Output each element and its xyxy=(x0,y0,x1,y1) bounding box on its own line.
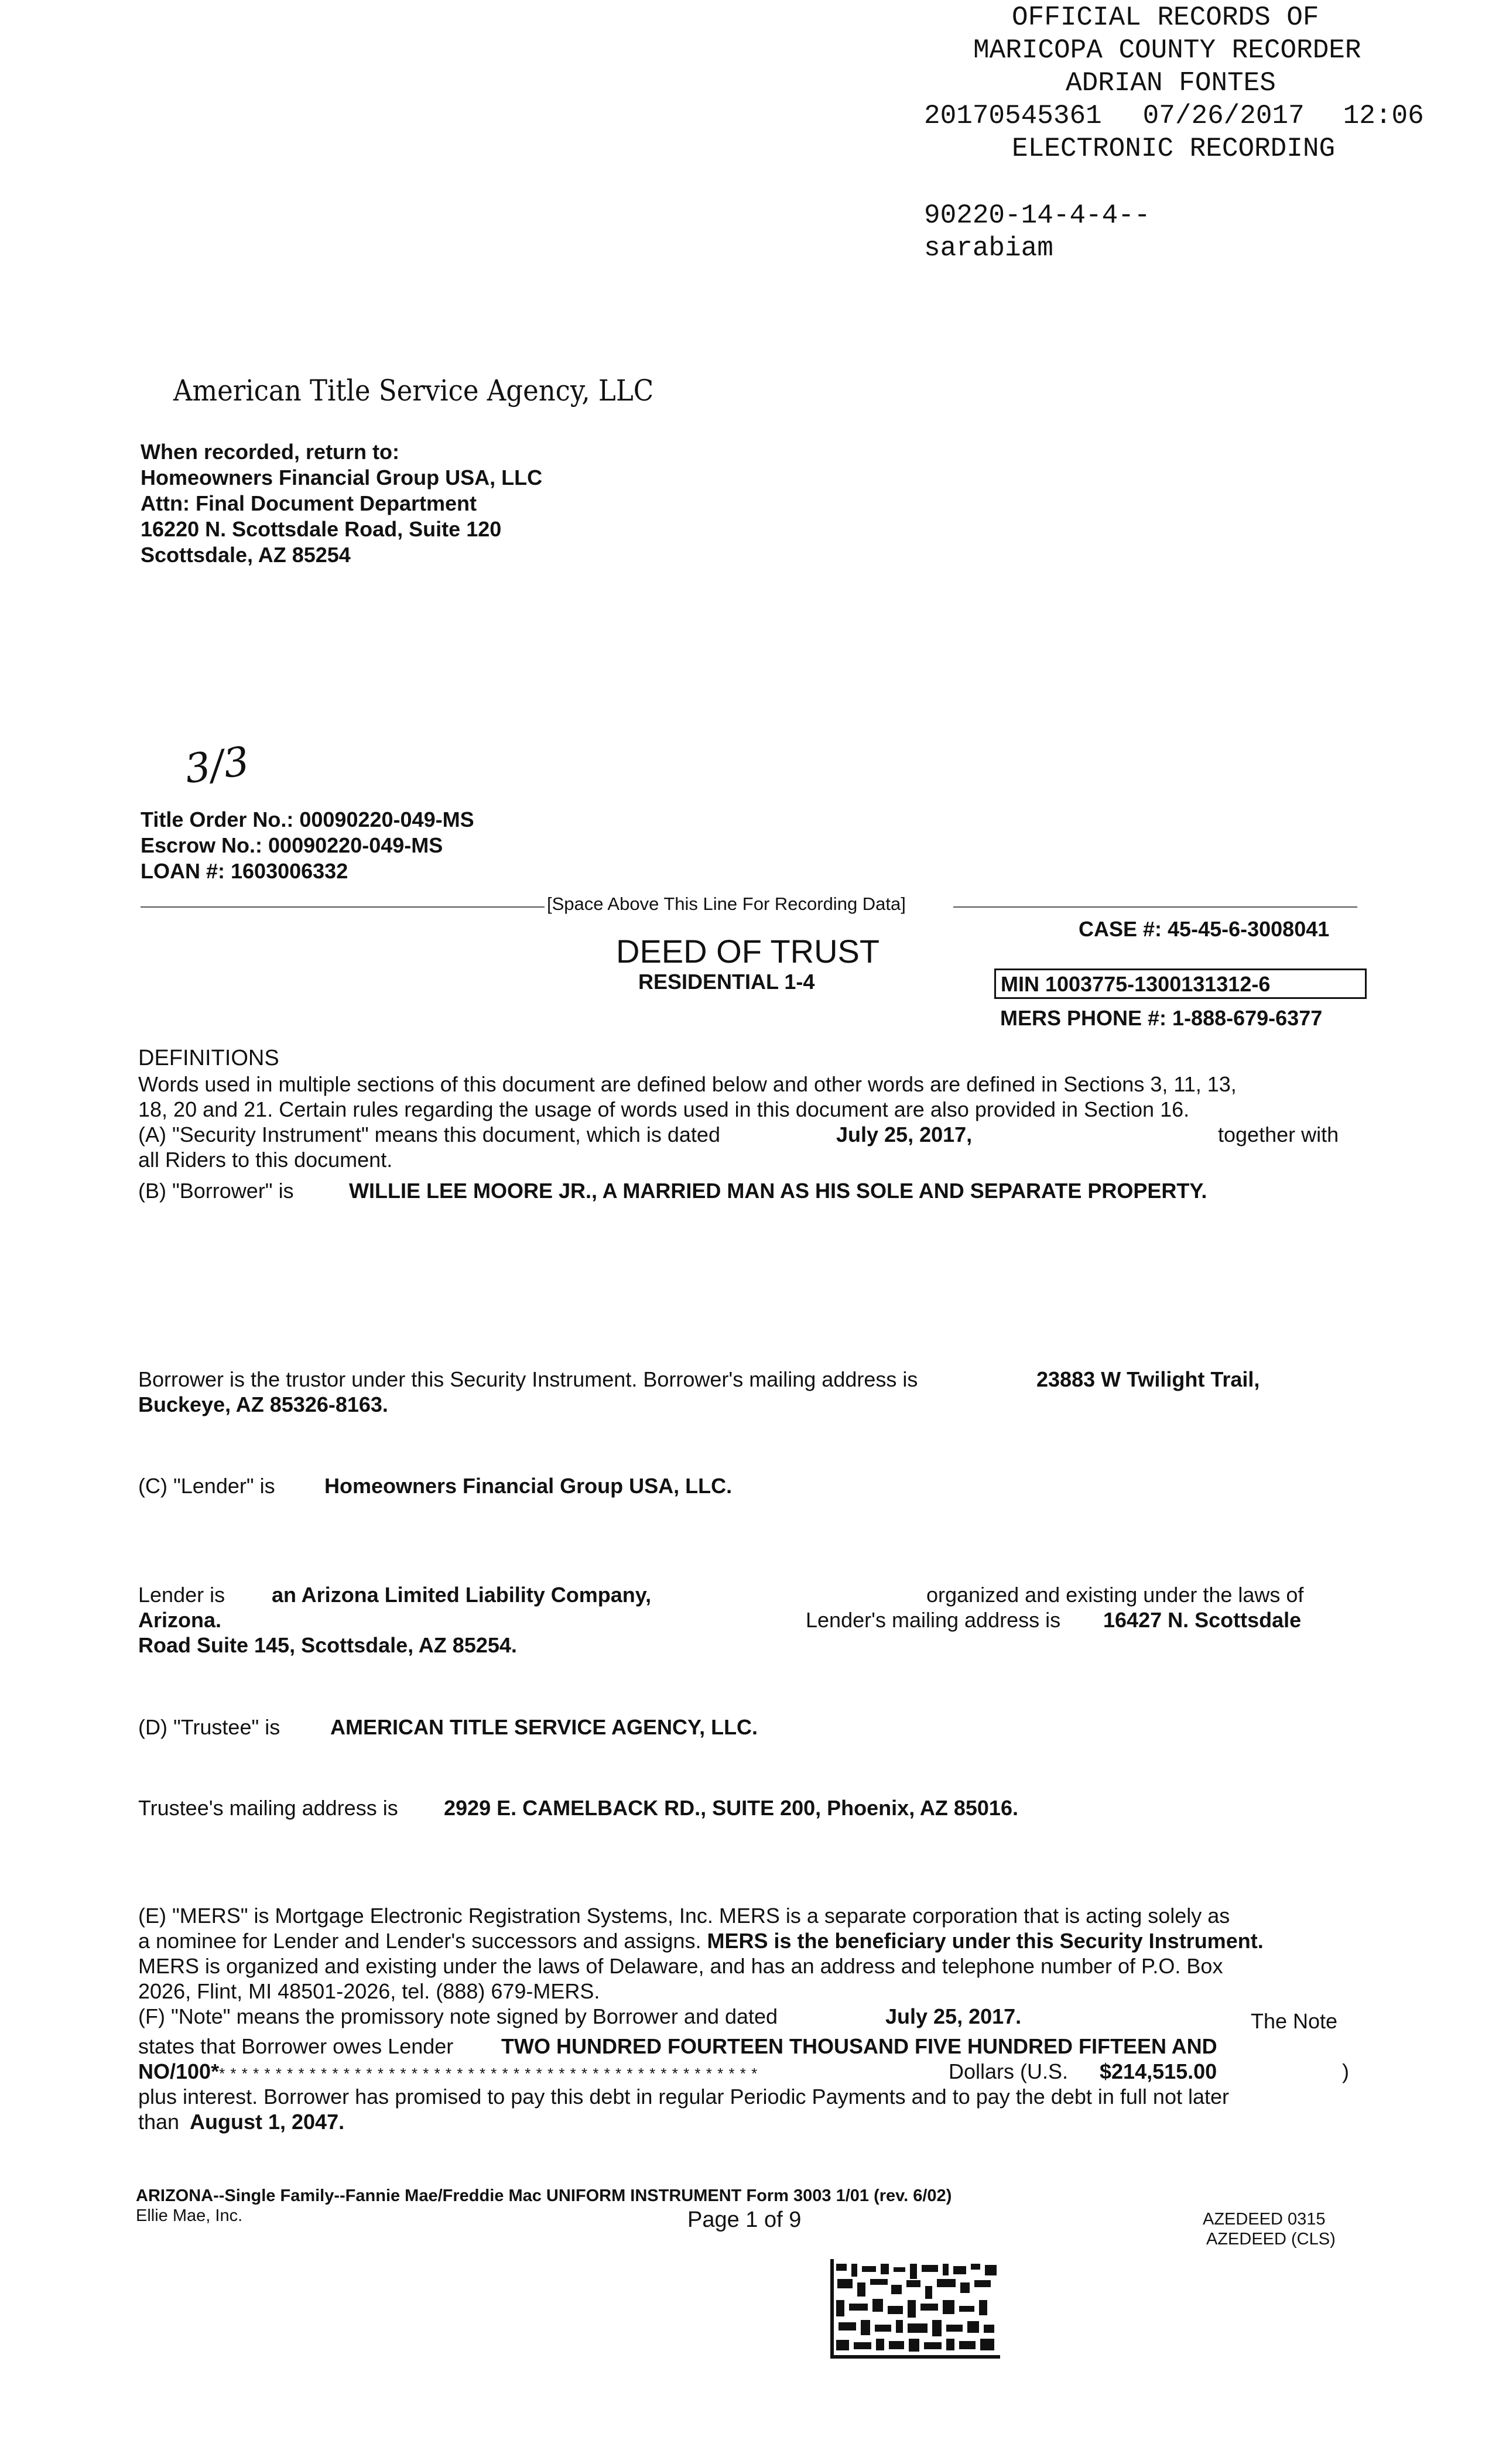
lender-state: Arizona. xyxy=(138,1608,222,1632)
record-date: 07/26/2017 xyxy=(1142,101,1305,131)
definitions-heading: DEFINITIONS xyxy=(138,1046,279,1070)
recording-divider-left xyxy=(141,906,545,908)
lender-is-label: Lender is xyxy=(138,1583,225,1607)
def-a-suffix: together with xyxy=(1218,1123,1339,1147)
def-f-line5-text: than xyxy=(138,2110,180,2134)
def-f-suffix: The Note xyxy=(1251,2009,1338,2033)
footer-code1: AZEDEED 0315 xyxy=(1203,2210,1326,2229)
lender-address-line1: 16427 N. Scottsdale xyxy=(1103,1608,1302,1632)
recorder-ref-code: 90220-14-4-4-- xyxy=(924,200,1151,231)
def-f-prefix: (F) "Note" means the promissory note signed by Borrower and dated xyxy=(138,2004,778,2028)
recorder-user: sarabiam xyxy=(924,233,1053,263)
escrow-number: Escrow No.: 00090220-049-MS xyxy=(141,833,443,857)
recorder-stamp-line2: MARICOPA COUNTY RECORDER xyxy=(973,35,1361,66)
def-e-line2 xyxy=(138,1928,1264,1954)
def-c-prefix: (C) "Lender" is xyxy=(138,1474,275,1498)
note-amount-words-end: NO/100* xyxy=(138,2059,220,2083)
footer-vendor: Ellie Mae, Inc. xyxy=(136,2206,243,2225)
borrower-address-line2: Buckeye, AZ 85326-8163. xyxy=(138,1392,388,1416)
maturity-date: August 1, 2047. xyxy=(190,2110,345,2134)
dollars-close-paren: ) xyxy=(1342,2059,1349,2083)
deed-subtitle: RESIDENTIAL 1-4 xyxy=(638,970,815,994)
return-to-line: 16220 N. Scottsdale Road, Suite 120 xyxy=(141,517,502,541)
def-b-prefix: (B) "Borrower" is xyxy=(138,1179,294,1203)
lender-address-text: Lender's mailing address is xyxy=(806,1608,1061,1632)
lender-organized: organized and existing under the laws of xyxy=(926,1583,1304,1607)
trustee-address-text: Trustee's mailing address is xyxy=(138,1796,398,1820)
def-a-prefix: (A) "Security Instrument" means this document, which is dated xyxy=(138,1123,720,1147)
agency-logo: American Title Service Agency, LLC xyxy=(173,374,654,408)
def-e-line3: MERS is organized and existing under the laws of Delaware, and has an address and telephone number of P.O. Box xyxy=(138,1954,1223,1978)
def-e-line1: (E) "MERS" is Mortgage Electronic Registration Systems, Inc. MERS is a separate corporation that is acting solely as xyxy=(138,1904,1230,1928)
trustee-address: 2929 E. CAMELBACK RD., SUITE 200, Phoenix, AZ 85016. xyxy=(444,1796,1018,1820)
borrower-address-line1: 23883 W Twilight Trail, xyxy=(1036,1367,1260,1391)
lender-address-line2: Road Suite 145, Scottsdale, AZ 85254. xyxy=(138,1633,517,1657)
dollars-label: Dollars (U.S. xyxy=(949,2059,1069,2083)
lender-type: an Arizona Limited Liability Company, xyxy=(272,1583,652,1607)
note-amount: $214,515.00 xyxy=(1100,2059,1217,2083)
title-order-number: Title Order No.: 00090220-049-MS xyxy=(141,807,474,831)
def-a-date: July 25, 2017, xyxy=(836,1123,973,1147)
def-e-line2-text: a nominee for Lender and Lender's successors and assigns. xyxy=(138,1929,701,1953)
footer-form-line: ARIZONA--Single Family--Fannie Mae/Freddie Mac UNIFORM INSTRUMENT Form 3003 1/01 (rev. 6/02) xyxy=(136,2186,952,2205)
definitions-intro-line1: Words used in multiple sections of this document are defined below and other words are defined in Sections 3, 11, 13, xyxy=(138,1072,1237,1096)
lender-name: Homeowners Financial Group USA, LLC. xyxy=(324,1474,733,1498)
record-time: 12:06 xyxy=(1343,101,1424,131)
asterisk-fill: * * * * * * * * * * * * * * * * * * * * * * * * * * * * * * * * * * * * * * * * * * * * * * * * xyxy=(219,2065,758,2082)
mers-phone: MERS PHONE #: 1-888-679-6377 xyxy=(1000,1006,1323,1030)
recording-divider-right xyxy=(953,906,1357,908)
handwritten-mark: 3/3 xyxy=(182,738,252,793)
return-to-line: Homeowners Financial Group USA, LLC xyxy=(141,466,543,490)
note-amount-words: TWO HUNDRED FOURTEEN THOUSAND FIVE HUNDRED FIFTEEN AND xyxy=(501,2034,1217,2058)
def-a-line2: all Riders to this document. xyxy=(138,1148,393,1172)
trustee-name: AMERICAN TITLE SERVICE AGENCY, LLC. xyxy=(330,1715,758,1739)
recorder-stamp-line5: ELECTRONIC RECORDING xyxy=(1012,134,1336,164)
return-to-line: Scottsdale, AZ 85254 xyxy=(141,543,351,567)
mers-beneficiary-text: MERS is the beneficiary under this Security Instrument. xyxy=(707,1929,1264,1953)
borrower-address-text: Borrower is the trustor under this Security Instrument. Borrower's mailing address is xyxy=(138,1367,918,1391)
deed-title: DEED OF TRUST xyxy=(616,933,880,970)
barcode-icon xyxy=(830,2259,1000,2359)
footer-page-number: Page 1 of 9 xyxy=(687,2208,802,2232)
def-d-prefix: (D) "Trustee" is xyxy=(138,1715,280,1739)
return-to-heading: When recorded, return to: xyxy=(141,440,400,464)
def-f-line4: plus interest. Borrower has promised to pay this debt in regular Periodic Payments and to pay the debt in full not later xyxy=(138,2085,1229,2109)
def-f-line2-text: states that Borrower owes Lender xyxy=(138,2034,454,2058)
definitions-intro-line2: 18, 20 and 21. Certain rules regarding the usage of words used in this document are also provided in Section 16. xyxy=(138,1097,1190,1121)
record-number: 20170545361 xyxy=(924,101,1102,131)
recorder-stamp-line1: OFFICIAL RECORDS OF xyxy=(1012,2,1319,33)
def-e-line4: 2026, Flint, MI 48501-2026, tel. (888) 679-MERS. xyxy=(138,1979,600,2003)
case-number: CASE #: 45-45-6-3008041 xyxy=(1079,917,1330,941)
footer-code2: AZEDEED (CLS) xyxy=(1206,2230,1336,2249)
def-f-line3 xyxy=(138,2059,758,2086)
min-number: MIN 1003775-1300131312-6 xyxy=(994,969,1367,999)
recorder-stamp-line3: ADRIAN FONTES xyxy=(1066,68,1276,98)
return-to-line: Attn: Final Document Department xyxy=(141,491,477,515)
borrower-name: WILLIE LEE MOORE JR., A MARRIED MAN AS HIS SOLE AND SEPARATE PROPERTY. xyxy=(349,1179,1207,1203)
recorder-stamp-line4 xyxy=(924,100,1424,132)
loan-number: LOAN #: 1603006332 xyxy=(141,859,348,883)
note-date: July 25, 2017. xyxy=(885,2004,1022,2028)
space-above-line-label: [Space Above This Line For Recording Data] xyxy=(547,894,906,914)
